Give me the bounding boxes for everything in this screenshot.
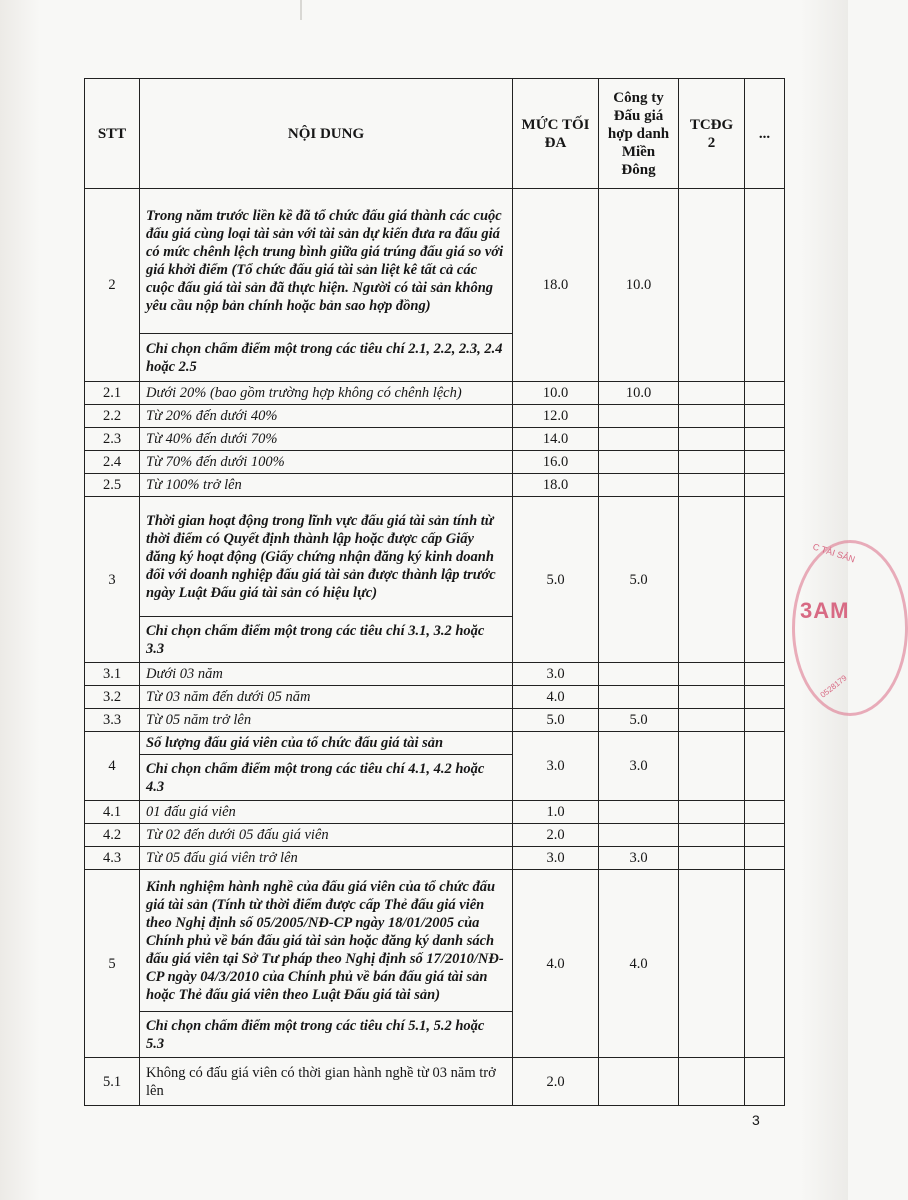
table-row: [85, 428, 785, 451]
max-cell: 3.0: [513, 732, 599, 801]
company-seal: [792, 540, 882, 720]
stt-cell: 2.3: [85, 428, 140, 451]
stt-cell: 5: [85, 870, 140, 1058]
company-cell: 4.0: [599, 870, 679, 1058]
content-cell: Kinh nghiệm hành nghề của đấu giá viên của tổ chức đấu giá tài sản (Tính từ thời điểm được cấp Thẻ đấu giá viên theo Nghị định số 05/2005/NĐ-CP ngày 18/01/2005 của Chính phủ về bán đấu giá tài sản hoặc đăng ký danh sách đấu giá viên tại Sở Tư pháp theo Nghị định số 17/2010/NĐ-CP ngày 04/3/2010 của Chính phủ về bán đấu giá tài sản hoặc Thẻ đấu giá viên theo Luật Đấu giá tài sản): [140, 870, 513, 1012]
max-cell: 4.0: [513, 870, 599, 1058]
tcdg2-cell: [679, 474, 745, 497]
company-cell: [599, 663, 679, 686]
company-cell: [599, 451, 679, 474]
content-cell: 01 đấu giá viên: [140, 801, 513, 824]
stt-cell: 4.2: [85, 824, 140, 847]
more-cell: [745, 663, 785, 686]
company-cell: [599, 428, 679, 451]
tcdg2-cell: [679, 847, 745, 870]
col-header-muc-toi-da: MỨC TỐI ĐA: [513, 79, 599, 189]
table-row: [85, 709, 785, 732]
more-cell: [745, 497, 785, 663]
content-cell: Từ 20% đến dưới 40%: [140, 405, 513, 428]
more-cell: [745, 824, 785, 847]
more-cell: [745, 189, 785, 382]
content-cell: Từ 70% đến dưới 100%: [140, 451, 513, 474]
col-header-tcdg2: TCĐG 2: [679, 79, 745, 189]
seal-ring: [792, 540, 908, 716]
max-cell: 1.0: [513, 801, 599, 824]
content-cell: Từ 03 năm đến dưới 05 năm: [140, 686, 513, 709]
tcdg2-cell: [679, 663, 745, 686]
col-header-noi-dung: NỘI DUNG: [140, 79, 513, 189]
more-cell: [745, 405, 785, 428]
table-row: [85, 870, 785, 1012]
more-cell: [745, 451, 785, 474]
more-cell: [745, 801, 785, 824]
stt-cell: 4.3: [85, 847, 140, 870]
content-cell: Từ 02 đến dưới 05 đấu giá viên: [140, 824, 513, 847]
seal-text-top: C TÀI SẢN: [811, 541, 857, 565]
stt-cell: 2.4: [85, 451, 140, 474]
company-cell: 5.0: [599, 497, 679, 663]
content-cell: Dưới 03 năm: [140, 663, 513, 686]
content-cell: Trong năm trước liền kề đã tổ chức đấu giá thành các cuộc đấu giá cùng loại tài sản với tài sản dự kiến đưa ra đấu giá có mức chênh lệch trung bình giữa giá trúng đấu giá so với giá khởi điểm (Tổ chức đấu giá tài sản liệt kê tất cả các cuộc đấu giá tài sản đã thực hiện. Người có tài sản không yêu cầu nộp bản chính hoặc bản sao hợp đồng): [140, 189, 513, 334]
max-cell: 16.0: [513, 451, 599, 474]
instruction-cell: Chỉ chọn chấm điểm một trong các tiêu chí 3.1, 3.2 hoặc 3.3: [140, 617, 513, 663]
company-cell: [599, 686, 679, 709]
col-header-more: ...: [745, 79, 785, 189]
stt-cell: 2: [85, 189, 140, 382]
stt-cell: 2.2: [85, 405, 140, 428]
table-row: [85, 382, 785, 405]
company-cell: 10.0: [599, 189, 679, 382]
stt-cell: 2.1: [85, 382, 140, 405]
stt-cell: 5.1: [85, 1058, 140, 1106]
seal-text-middle: 3AM: [800, 598, 850, 623]
tcdg2-cell: [679, 824, 745, 847]
tcdg2-cell: [679, 801, 745, 824]
company-cell: [599, 801, 679, 824]
more-cell: [745, 382, 785, 405]
company-cell: [599, 1058, 679, 1106]
company-cell: [599, 824, 679, 847]
col-header-stt: STT: [85, 79, 140, 189]
max-cell: 18.0: [513, 189, 599, 382]
tcdg2-cell: [679, 382, 745, 405]
content-cell: Từ 100% trở lên: [140, 474, 513, 497]
stt-cell: 3: [85, 497, 140, 663]
stt-cell: 4.1: [85, 801, 140, 824]
table-row: [85, 451, 785, 474]
tcdg2-cell: [679, 709, 745, 732]
max-cell: 18.0: [513, 474, 599, 497]
seal-text-bottom: 0528179: [818, 673, 849, 700]
max-cell: 2.0: [513, 824, 599, 847]
max-cell: 3.0: [513, 663, 599, 686]
content-cell: Thời gian hoạt động trong lĩnh vực đấu giá tài sản tính từ thời điểm có Quyết định thành lập hoặc được cấp Giấy đăng ký hoạt động (Giấy chứng nhận đăng ký kinh doanh đối với doanh nghiệp đấu giá tài sản được thành lập trước ngày Luật Đấu giá tài sản có hiệu lực): [140, 497, 513, 617]
instruction-cell: Chỉ chọn chấm điểm một trong các tiêu chí 2.1, 2.2, 2.3, 2.4 hoặc 2.5: [140, 334, 513, 382]
more-cell: [745, 709, 785, 732]
stt-cell: 3.1: [85, 663, 140, 686]
page-number: 3: [752, 1112, 760, 1128]
table-row: [85, 847, 785, 870]
table-row: [85, 732, 785, 755]
scan-artifact: [300, 0, 302, 20]
company-cell: 10.0: [599, 382, 679, 405]
table-row: [85, 474, 785, 497]
max-cell: 4.0: [513, 686, 599, 709]
table-header-row: [85, 79, 785, 189]
tcdg2-cell: [679, 870, 745, 1058]
table-row: [85, 663, 785, 686]
table-row: [85, 801, 785, 824]
table-row: [85, 1058, 785, 1106]
table-row: [85, 497, 785, 617]
stt-cell: 4: [85, 732, 140, 801]
content-cell: Từ 40% đến dưới 70%: [140, 428, 513, 451]
max-cell: 3.0: [513, 847, 599, 870]
content-cell: Từ 05 năm trở lên: [140, 709, 513, 732]
tcdg2-cell: [679, 428, 745, 451]
company-cell: [599, 474, 679, 497]
instruction-cell: Chỉ chọn chấm điểm một trong các tiêu chí 4.1, 4.2 hoặc 4.3: [140, 755, 513, 801]
tcdg2-cell: [679, 497, 745, 663]
instruction-cell: Chỉ chọn chấm điểm một trong các tiêu chí 5.1, 5.2 hoặc 5.3: [140, 1012, 513, 1058]
table-row: [85, 189, 785, 334]
table-row: [85, 824, 785, 847]
more-cell: [745, 1058, 785, 1106]
scoring-table: [84, 78, 785, 1106]
col-header-cong-ty: Công ty Đấu giá hợp danh Miền Đông: [599, 79, 679, 189]
more-cell: [745, 847, 785, 870]
stt-cell: 3.3: [85, 709, 140, 732]
more-cell: [745, 428, 785, 451]
more-cell: [745, 474, 785, 497]
max-cell: 14.0: [513, 428, 599, 451]
content-cell: Không có đấu giá viên có thời gian hành nghề từ 03 năm trở lên: [140, 1058, 513, 1106]
content-cell: Số lượng đấu giá viên của tổ chức đấu giá tài sản: [140, 732, 513, 755]
tcdg2-cell: [679, 189, 745, 382]
tcdg2-cell: [679, 1058, 745, 1106]
tcdg2-cell: [679, 686, 745, 709]
more-cell: [745, 686, 785, 709]
max-cell: 12.0: [513, 405, 599, 428]
max-cell: 5.0: [513, 709, 599, 732]
company-cell: [599, 405, 679, 428]
tcdg2-cell: [679, 732, 745, 801]
max-cell: 2.0: [513, 1058, 599, 1106]
max-cell: 10.0: [513, 382, 599, 405]
content-cell: Từ 05 đấu giá viên trở lên: [140, 847, 513, 870]
table-row: [85, 686, 785, 709]
company-cell: 3.0: [599, 847, 679, 870]
content-cell: Dưới 20% (bao gồm trường hợp không có chênh lệch): [140, 382, 513, 405]
company-cell: 3.0: [599, 732, 679, 801]
max-cell: 5.0: [513, 497, 599, 663]
more-cell: [745, 732, 785, 801]
more-cell: [745, 870, 785, 1058]
company-cell: 5.0: [599, 709, 679, 732]
stt-cell: 3.2: [85, 686, 140, 709]
tcdg2-cell: [679, 405, 745, 428]
table-row: [85, 405, 785, 428]
stt-cell: 2.5: [85, 474, 140, 497]
tcdg2-cell: [679, 451, 745, 474]
